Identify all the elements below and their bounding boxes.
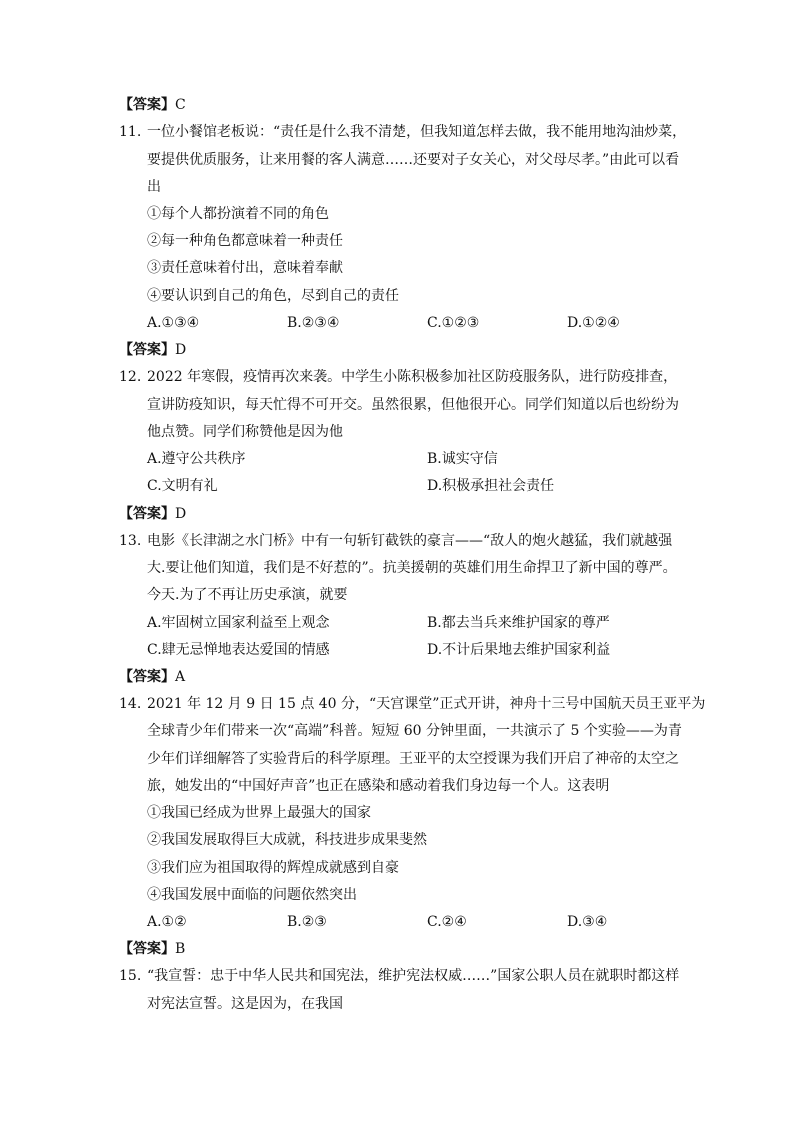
question-text-line: 2021 年 12 月 9 日 15 点 40 分，“天宫课堂”正式开讲，神舟十三号中国航天员王亚平为 [147,696,706,712]
statement-item: ④我国发展中面临的问题依然突出 [147,887,357,903]
statement-item: ③我们应为祖国取得的辉煌成就感到自豪 [147,860,399,876]
question-text-line: 2022 年寒假，疫情再次来袭。中学生小陈积极参加社区防疫服务队，进行防疫排查， [147,369,678,385]
statement-item: ①每个人都扮演着不同的角色 [147,206,329,222]
option-d: D.③④ [567,914,608,930]
option-b: B.②③ [287,914,327,930]
option-b: B.②③④ [287,315,340,331]
question-text-line: 旅，她发出的“中国好声音”也正在感染和感动着我们身边每一个人。这表明 [147,778,610,794]
question-text-line: 大.要让他们知道，我们是不好惹的”。抗美援朝的英雄们用生命捍卫了新中国的尊严。 [147,560,677,576]
question-text-line: 今天.为了不再让历史承演，就要 [147,587,348,603]
question-text-line: 全球青少年们带来一次“高端”科普。短短 60 分钟里面，一共演示了 5 个实验——为青 [147,723,682,739]
question-number: 13. [119,533,142,549]
question-number: 12. [119,369,142,385]
option-b: B.都去当兵来维护国家的尊严 [427,615,610,631]
option-c: C.①②③ [427,315,480,331]
option-a: A.①② [147,914,187,930]
statement-item: ④要认识到自己的角色，尽到自己的责任 [147,288,399,304]
statement-item: ③责任意味着付出，意味着奉献 [147,260,343,276]
statement-item: ①我国已经成为世界上最强大的国家 [147,805,371,821]
question-text-line: 出 [147,179,161,195]
answer-label: 【答案】 [119,669,175,685]
option-c: C.肆无忌惮地表达爱国的情感 [147,642,330,658]
answer-value: D [175,506,187,522]
option-b: B.诚实守信 [427,451,498,467]
option-d: D.①②④ [567,315,620,331]
answer-line [119,341,186,359]
statement-item: ②我国发展取得巨大成就，科技进步成果斐然 [147,832,427,848]
answer-value: A [175,669,186,685]
option-c: C.文明有礼 [147,478,218,494]
answer-line [119,96,186,114]
option-d: D.不计后果地去维护国家利益 [427,642,611,658]
question-text-line: 一位小餐馆老板说：“责任是什么我不清楚，但我知道怎样去做，我不能用地沟油炒菜， [147,124,687,140]
question-text-line: 少年们详细解答了实验背后的科学原理。王亚平的太空授课为我们开启了神帝的太空之 [147,751,679,767]
question-text-line: 他点赞。同学们称赞他是因为他 [147,424,343,440]
question-number: 11. [119,124,142,140]
answer-line [119,505,186,523]
answer-line [119,940,185,958]
option-c: C.②④ [427,914,467,930]
option-d: D.积极承担社会责任 [427,478,555,494]
answer-value: C [175,97,186,113]
option-a: A.遵守公共秩序 [147,451,246,467]
option-a: A.牢固树立国家利益至上观念 [147,615,330,631]
question-text-line: “我宣誓：忠于中华人民共和国宪法，维护宪法权威……”国家公职人员在就职时都这样 [147,968,680,984]
question-text-line: 要提供优质服务，让来用餐的客人满意……还要对子女关心，对父母尽孝。”由此可以看 [147,152,680,168]
option-a: A.①③④ [147,315,200,331]
question-text-line: 对宪法宣誓。这是因为，在我国 [147,996,343,1012]
question-text-line: 电影《长津湖之水门桥》中有一句斩钉截铁的豪言——“敌人的炮火越猛，我们就越强 [147,533,673,549]
question-number: 14. [119,696,142,712]
statement-item: ②每一种角色都意味着一种责任 [147,233,343,249]
answer-line [119,668,185,686]
question-text-line: 宣讲防疫知识，每天忙得不可开交。虽然很累，但他很开心。同学们知道以后也纷纷为 [147,397,679,413]
answer-label: 【答案】 [119,97,175,113]
answer-label: 【答案】 [119,342,175,358]
question-number: 15. [119,968,142,984]
answer-label: 【答案】 [119,506,175,522]
answer-value: B [175,941,186,957]
answer-value: D [175,342,187,358]
answer-label: 【答案】 [119,941,175,957]
